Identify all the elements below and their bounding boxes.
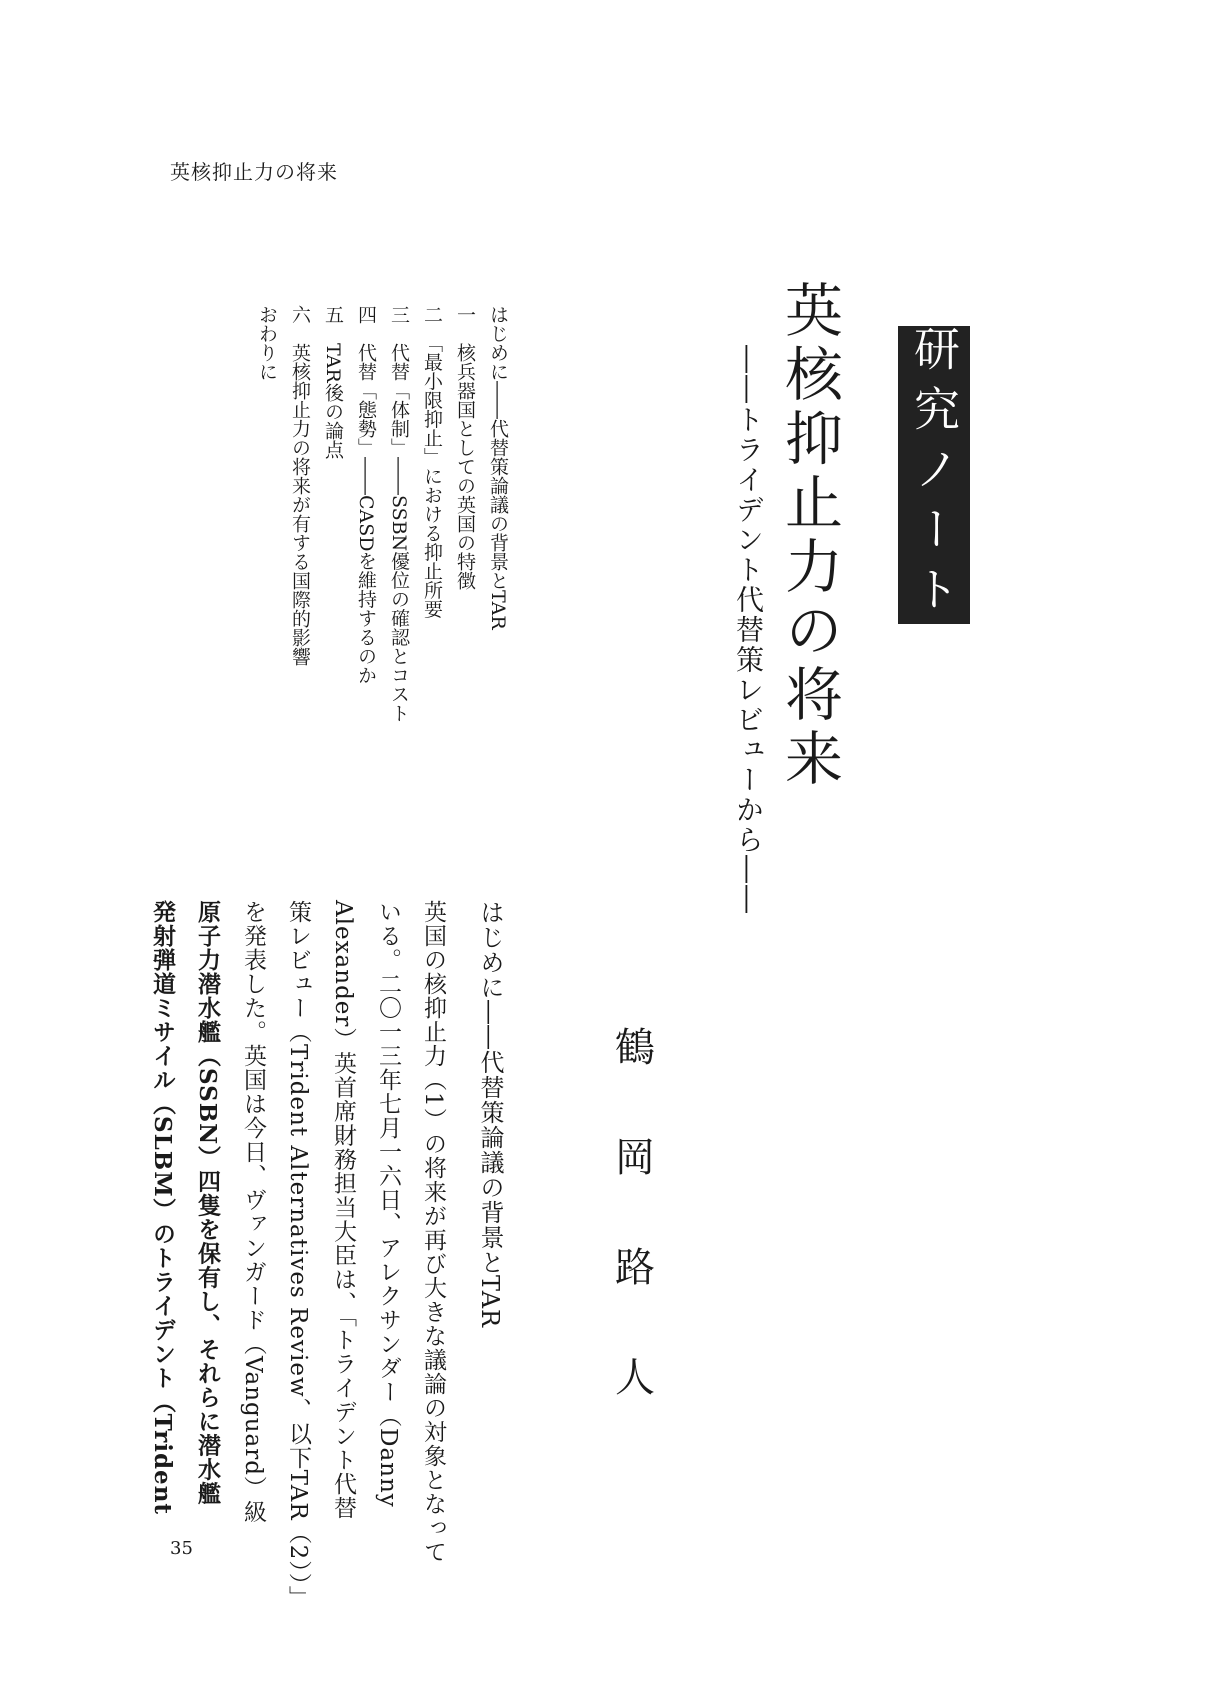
table-of-contents: [250, 305, 514, 725]
body-line: 策レビュー（Trident Alternatives Review、以下TAR（2））」: [285, 900, 311, 1610]
toc-item: 五 TAR後の論点: [322, 305, 344, 459]
body-line: 英国の核抑止力（1）の将来が再び大きな議論の対象となって: [420, 900, 446, 1564]
toc-item: 二 「最小限抑止」における抑止所要: [421, 305, 443, 619]
toc-item: 一 核兵器国としての英国の特徴: [454, 305, 476, 590]
toc-item: はじめに――代替策論議の背景とTAR: [487, 305, 509, 630]
body-line: Alexander）英首席財務担当大臣は、「トライデント代替: [330, 900, 356, 1520]
author-name: [615, 1025, 655, 1468]
author-char: 岡: [615, 1135, 655, 1181]
subtitle: ――トライデント代替策レビューから――: [732, 345, 765, 915]
body-line: いる。二〇一三年七月一六日、アレクサンダー（Danny: [375, 900, 401, 1508]
page-number: 35: [170, 1538, 193, 1559]
body-line: を発表した。英国は今日、ヴァンガード（Vanguard）級: [240, 900, 266, 1524]
author-char: 路: [615, 1245, 655, 1291]
toc-item: 四 代替「態勢」――CASDを維持するのか: [355, 305, 377, 685]
section-label-box: [898, 326, 970, 624]
main-title: 英核抑止力の将来: [775, 280, 843, 792]
toc-item: 六 英核抑止力の将来が有する国際的影響: [289, 305, 311, 666]
toc-item: おわりに: [256, 305, 278, 381]
author-char: 鶴: [615, 1025, 655, 1071]
section-label: 研究ノート: [907, 325, 961, 625]
body-line: 原子力潜水艦（SSBN）四隻を保有し、それらに潜水艦: [194, 900, 221, 1506]
section-heading: はじめに――代替策論議の背景とTAR: [476, 900, 504, 1329]
author-char: 人: [615, 1355, 655, 1401]
toc-item: 三 代替「体制」――SSBN優位の確認とコスト: [388, 305, 410, 723]
body-line: 発射弾道ミサイル（SLBM）のトライデント（Trident: [149, 900, 176, 1516]
running-header: 英核抑止力の将来: [170, 160, 338, 184]
